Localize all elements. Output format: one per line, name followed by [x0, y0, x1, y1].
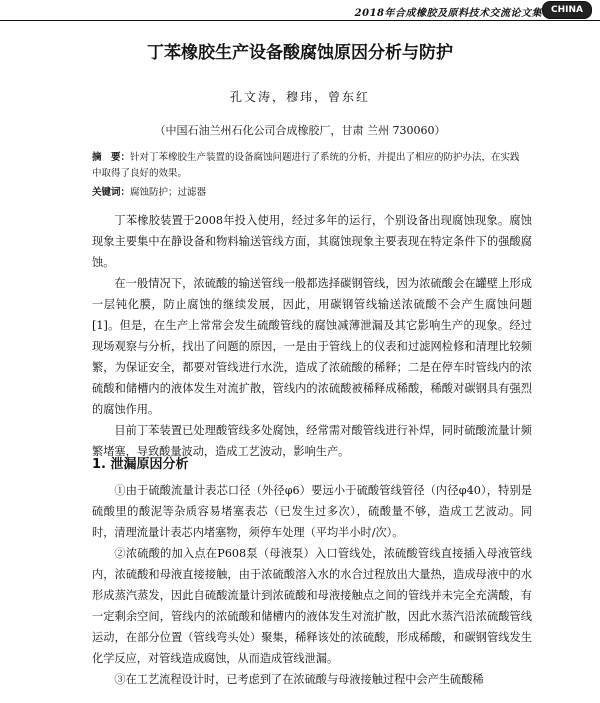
section1-paragraph: ①由于硫酸流量计表芯口径（外径φ6）要远小于硫酸管线管径（内径φ40），特别是硫酸里的酸泥等杂质容易堵塞表芯（已发生过多次），硫酸量不够，造成工艺波动。同时，清理流量计表芯内堵塞物，须停车处理（平均半小时/次）。 [92, 484, 532, 539]
header-rule [0, 20, 600, 21]
affiliation: （中国石油兰州石化公司合成橡胶厂，甘肃 兰州 730060） [154, 124, 446, 137]
intro-paragraph: 目前丁苯装置已处理酸管线多处腐蚀，经常需对酸管线进行补焊，同时硫酸流量计频繁堵塞，导致酸量波动，造成工艺波动，影响生产。 [92, 424, 532, 458]
section1-body [92, 480, 532, 690]
authors: 孔文涛，穆玮，曾东红 [229, 90, 370, 104]
keywords [92, 184, 528, 198]
section-heading: 1. 泄漏原因分析 [92, 457, 189, 472]
publisher-logo: CHINA [542, 1, 592, 19]
keywords-text: 腐蚀防护；过滤器 [130, 187, 207, 198]
running-title: 2018年合成橡胶及原料技术交流论文集 [354, 8, 542, 19]
running-header [0, 0, 600, 22]
abstract-text: 针对丁苯橡胶生产装置的设备腐蚀问题进行了系统的分析，并提出了相应的防护办法，在实践中取得了良好的效果。 [92, 152, 520, 179]
intro-paragraph: 在一般情况下，浓硫酸的输送管线一般都选择碳钢管线，因为浓硫酸会在罐壁上形成一层钝化膜，防止腐蚀的继续发展，因此，用碳钢管线输送浓硫酸不会产生腐蚀问题[1]。但是，在生产上常常会发生硫酸管线的腐蚀减薄泄漏及其它影响生产的现象。经过现场观察与分析，找出了问题的原因，一是由于管线上的仪表和过滤网检修和清理比较频繁，为保证安全，都要对管线进行水洗，造成了浓硫酸的稀释；二是在停车时管线内的浓硫酸和储槽内的液体发生对流扩散，管线内的浓硫酸被稀释成稀酸，稀酸对碳钢具有强烈的腐蚀作用。 [92, 277, 532, 416]
abstract-label: 摘 要： [92, 152, 131, 163]
section1-paragraph: ③在工艺流程设计时，已考虑到了在浓硫酸与母液接触过程中会产生硫酸稀 [114, 673, 484, 686]
abstract [92, 150, 528, 182]
paper-title: 丁苯橡胶生产设备酸腐蚀原因分析与防护 [147, 43, 453, 63]
section1-paragraph: ②浓硫酸的加入点在P608泵（母液泵）入口管线处，浓硫酸管线直接插入母液管线内，浓硫酸和母液直接接触，由于浓硫酸溶入水的水合过程放出大量热，造成母液中的水形成蒸汽蒸发，因此自硫酸流量计到浓硫酸和母液接触点之间的管线并未完全充满酸，有一定剩余空间，管线内的浓硫酸和储槽内的液体发生对流扩散，因此水蒸汽沿浓硫酸管线运动，在部分位置（管线弯头处）聚集，稀释该处的浓硫酸，形成稀酸，和碳钢管线发生化学反应，对管线造成腐蚀，从而造成管线泄漏。 [92, 547, 532, 665]
intro-paragraph: 丁苯橡胶装置于2008年投入使用，经过多年的运行，个别设备出现腐蚀现象。腐蚀现象主要集中在静设备和物料输送管线方面，其腐蚀现象主要表现在特定条件下的强酸腐蚀。 [92, 214, 532, 269]
intro-body [92, 210, 532, 462]
keywords-label: 关键词： [92, 187, 131, 198]
